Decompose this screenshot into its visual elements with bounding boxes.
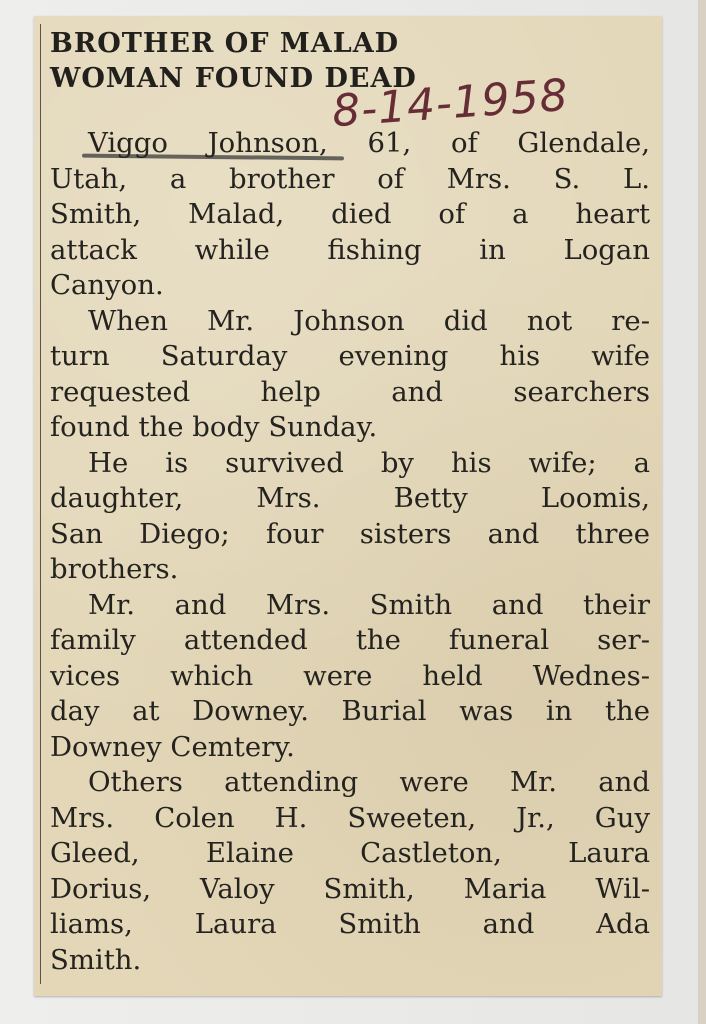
article-line: Smith, Malad, died of a heart (50, 198, 650, 230)
headline-line-2: WOMAN FOUND DEAD (50, 63, 417, 94)
article-line: San Diego; four sisters and three (50, 517, 650, 550)
article-line: Viggo Johnson, 61, of Glendale, (88, 127, 650, 159)
newspaper-clipping (34, 16, 662, 996)
article-line: brothers. (50, 553, 179, 585)
column-rule (40, 24, 41, 984)
article-line: Smith. (50, 943, 142, 976)
article-line: Mr. and Mrs. Smith and their (88, 588, 650, 621)
article-line: family attended the funeral ser- (50, 624, 650, 656)
article-line: He is survived by his wife; a (88, 446, 650, 479)
article-line: Gleed, Elaine Castleton, Laura (50, 837, 650, 869)
article-line: liams, Laura Smith and Ada (50, 908, 650, 940)
article-line: day at Downey. Burial was in the (50, 695, 650, 727)
article-line: Dorius, Valoy Smith, Maria Wil- (50, 872, 650, 905)
article-line: When Mr. Johnson did not re- (88, 304, 650, 337)
article-line: Downey Cemtery. (50, 730, 295, 763)
article-line: turn Saturday evening his wife (50, 340, 650, 372)
article-line: requested help and searchers (50, 375, 650, 408)
article-line: daughter, Mrs. Betty Loomis, (50, 482, 650, 514)
article-body (50, 126, 650, 978)
article-line: Canyon. (50, 269, 164, 301)
handwritten-date: 8-14-1958 (330, 69, 571, 138)
article-line: vices which were held Wednes- (50, 659, 650, 692)
article-line: Mrs. Colen H. Sweeten, Jr., Guy (50, 801, 650, 834)
article-line: Others attending were Mr. and (88, 766, 650, 798)
article-line: Utah, a brother of Mrs. S. L. (50, 162, 650, 195)
article-line: found the body Sunday. (50, 411, 378, 443)
article-line: attack while fishing in Logan (50, 233, 650, 266)
headline-line-1: BROTHER OF MALAD (50, 28, 400, 59)
backing-board-edge (698, 0, 706, 1024)
